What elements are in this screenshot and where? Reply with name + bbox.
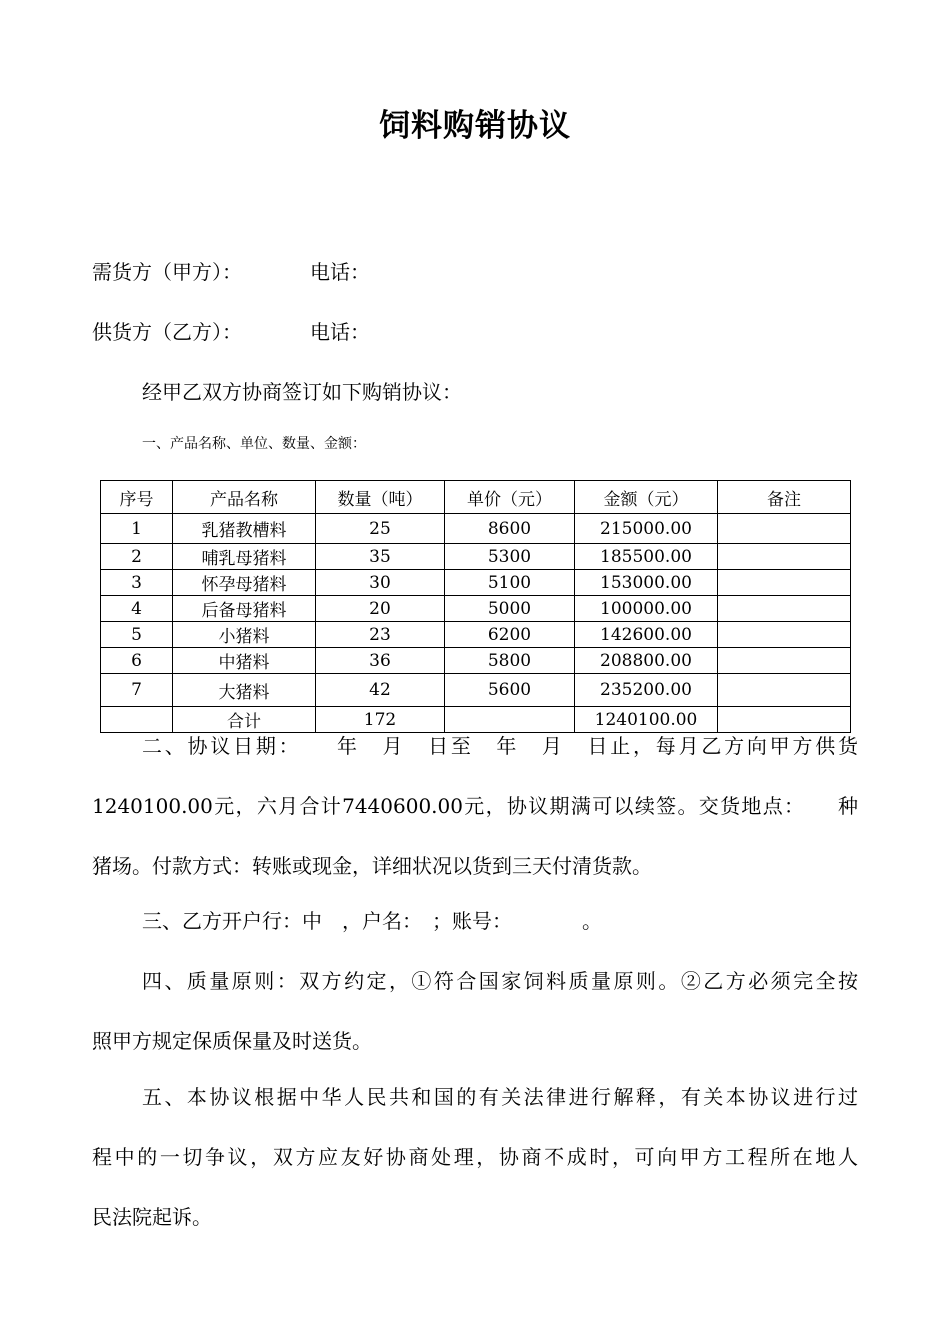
cell-unit-price: 5000: [445, 596, 575, 622]
section2-paragraph: [92, 716, 858, 896]
cell-remarks: [718, 544, 851, 570]
section3-paragraph: [92, 891, 858, 951]
header-amount: 金额（元）: [575, 481, 718, 514]
table-row: [101, 674, 851, 707]
table-row: [101, 596, 851, 622]
cell-amount: 208800.00: [575, 648, 718, 674]
cell-remarks: [718, 648, 851, 674]
product-table: [100, 480, 851, 733]
cell-index: 1: [101, 514, 173, 544]
section2-line3: 猪场。付款方式：转账或现金，详细状况以货到三天付清货款。: [92, 854, 652, 878]
cell-index: 5: [101, 622, 173, 648]
cell-product-name: 大猪料: [173, 674, 316, 707]
cell-product-name: 乳猪教槽料: [173, 514, 316, 544]
total-label: 合计: [173, 707, 316, 733]
section5-line2: 程中的一切争议，双方应友好协商处理，协商不成时，可向甲方工程所在地人: [92, 1145, 858, 1169]
table-row: [101, 622, 851, 648]
intro-text: 经甲乙双方协商签订如下购销协议：: [142, 380, 462, 404]
header-quantity: 数量（吨）: [316, 481, 445, 514]
cell-amount: 185500.00: [575, 544, 718, 570]
cell-unit-price: 5600: [445, 674, 575, 707]
cell-amount: 153000.00: [575, 570, 718, 596]
header-product-name: 产品名称: [173, 481, 316, 514]
cell-remarks: [718, 514, 851, 544]
section4-line2: 照甲方规定保质保量及时送货。: [92, 1029, 372, 1053]
section4-line1: 四、质量原则：双方约定，①符合国家饲料质量原则。②乙方必须完全按: [142, 969, 858, 993]
table-row: [101, 544, 851, 570]
header-index: 序号: [101, 481, 173, 514]
cell-product-name: 中猪料: [173, 648, 316, 674]
cell-remarks: [718, 570, 851, 596]
cell-quantity: 35: [316, 544, 445, 570]
section5-line3: 民法院起诉。: [92, 1205, 212, 1229]
cell-product-name: 后备母猪料: [173, 596, 316, 622]
section1-heading: 一、产品名称、单位、数量、金额：: [142, 436, 366, 452]
cell-product-name: 小猪料: [173, 622, 316, 648]
table-row: [101, 514, 851, 544]
cell-quantity: 30: [316, 570, 445, 596]
cell-amount: 235200.00: [575, 674, 718, 707]
buyer-phone-label: 电话：: [310, 260, 370, 284]
cell-amount: 142600.00: [575, 622, 718, 648]
header-remarks: 备注: [718, 481, 851, 514]
cell-remarks: [718, 596, 851, 622]
cell-unit-price: 5100: [445, 570, 575, 596]
table-header-row: [101, 481, 851, 514]
section5-paragraph: [92, 1067, 858, 1247]
seller-label: 供货方（乙方）：: [92, 320, 242, 344]
cell-quantity: 42: [316, 674, 445, 707]
cell-product-name: 哺乳母猪料: [173, 544, 316, 570]
section3-line: 三、乙方开户行：中 ，户名： ；账号： 。: [142, 909, 602, 933]
document-title: 饲料购销协议: [379, 108, 571, 144]
buyer-label: 需货方（甲方）：: [92, 260, 242, 284]
cell-quantity: 36: [316, 648, 445, 674]
cell-index: 2: [101, 544, 173, 570]
cell-unit-price: 5300: [445, 544, 575, 570]
section5-line1: 五、本协议根据中华人民共和国的有关法律进行解释，有关本协议进行过: [142, 1085, 858, 1109]
cell-unit-price: 8600: [445, 514, 575, 544]
cell-remarks: [718, 674, 851, 707]
cell-amount: 215000.00: [575, 514, 718, 544]
section2-line1: 二、协议日期： 年 月 日至 年 月 日止，每月乙方向甲方供货: [142, 734, 858, 758]
section4-paragraph: [92, 951, 858, 1071]
header-unit-price: 单价（元）: [445, 481, 575, 514]
cell-remarks: [718, 622, 851, 648]
cell-amount: 100000.00: [575, 596, 718, 622]
cell-index: 6: [101, 648, 173, 674]
cell-unit-price: 6200: [445, 622, 575, 648]
cell-unit-price: 5800: [445, 648, 575, 674]
cell-quantity: 23: [316, 622, 445, 648]
table-row: [101, 648, 851, 674]
cell-product-name: 怀孕母猪料: [173, 570, 316, 596]
total-quantity: 172: [316, 707, 445, 733]
section2-line2: 1240100.00元，六月合计7440600.00元，协议期满可以续签。交货地点： 种: [92, 794, 858, 818]
total-amount: 1240100.00: [575, 707, 718, 733]
cell-index: 4: [101, 596, 173, 622]
cell-index: 7: [101, 674, 173, 707]
table-row: [101, 570, 851, 596]
cell-quantity: 20: [316, 596, 445, 622]
cell-index: 3: [101, 570, 173, 596]
cell-quantity: 25: [316, 514, 445, 544]
seller-phone-label: 电话：: [310, 320, 370, 344]
